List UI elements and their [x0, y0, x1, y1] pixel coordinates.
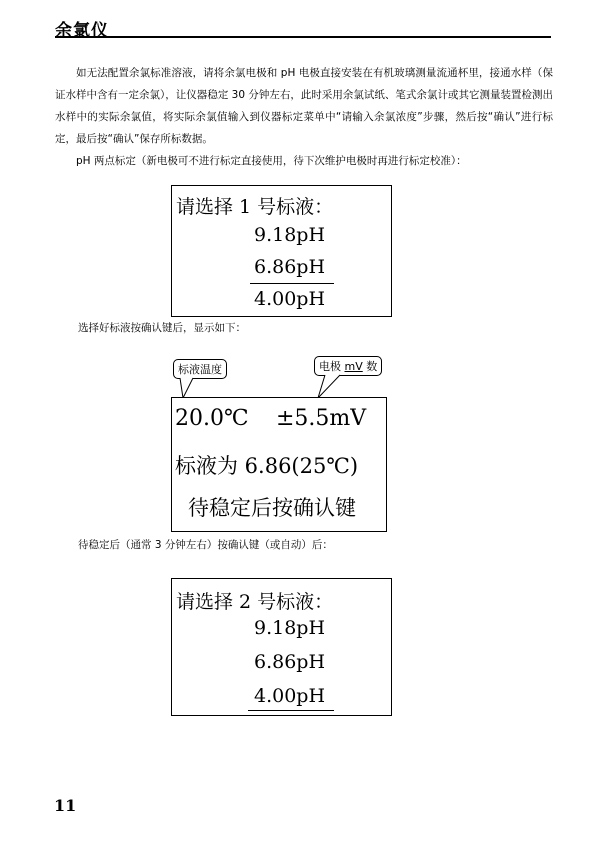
lcd-screen-stabilizing: [171, 397, 387, 532]
lcd-screen-select-buffer-2: [171, 578, 392, 716]
screen3-option-6-86[interactable]: 6.86pH: [254, 651, 326, 673]
screen3-option-4-00[interactable]: 4.00pH: [254, 685, 326, 707]
callout-mv-prefix: 电极: [319, 360, 345, 373]
screen3-option-9-18[interactable]: 9.18pH: [254, 617, 326, 639]
screen3-selection-underline: [248, 710, 334, 711]
buffer-temperature-value: 20.0℃: [175, 406, 249, 431]
callout-mv-unit: mV: [344, 360, 363, 373]
ph-calibration-note: pH 两点标定（新电极可不进行标定直接使用，待下次维护电极时再进行标定校准）：: [76, 155, 467, 167]
stabilize-prompt: 待稳定后按确认键: [188, 496, 356, 520]
callout-mv-suffix: 数: [362, 360, 378, 373]
screen1-title: 请选择 1 号标液：: [176, 196, 334, 218]
screen1-option-4-00[interactable]: 4.00pH: [254, 288, 326, 310]
caption-after-confirm: 待稳定后（通常 3 分钟左右）按确认键（或自动）后：: [78, 539, 333, 551]
page-number: 11: [54, 796, 77, 815]
buffer-value-line: 标液为 6.86(25℃): [175, 454, 359, 478]
screen3-title: 请选择 2 号标液：: [176, 591, 334, 613]
caption-after-select: 选择好标液按确认键后，显示如下：: [78, 322, 246, 334]
electrode-mv-value: ±5.5mV: [276, 406, 367, 431]
intro-paragraph: 如无法配置余氯标准溶液，请将余氯电极和 pH 电极直接安装在有机玻璃测量流通杯里，接通水样（保证水样中含有一定余氯），让仪器稳定 30 分钟左右，此时采用余氯试纸、笔式余氯计或其它测量装置检测出水样中的实际余氯值，将实际余氯值输入到仪器标定菜单中“请输入余氯浓度”步骤，然后按“确认”进行标定，最后按“确认”保存所标数据。: [55, 67, 553, 145]
callout-temp-text: 标液温度: [178, 363, 222, 376]
screen1-option-9-18[interactable]: 9.18pH: [254, 224, 326, 246]
page-header-title: 余氯仪: [55, 21, 109, 41]
screen1-option-6-86[interactable]: 6.86pH: [254, 256, 326, 278]
